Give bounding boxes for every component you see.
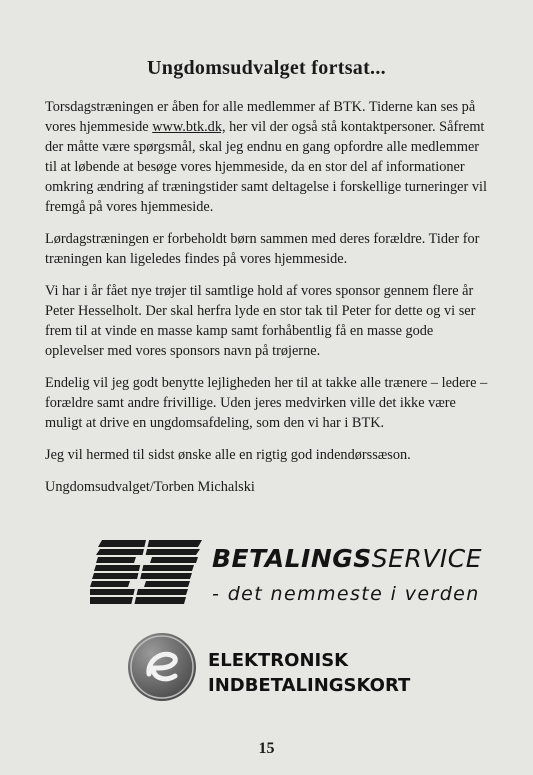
- betalingsservice-light: SERVICE: [371, 544, 483, 573]
- betalingsservice-bold: BETALINGS: [212, 544, 372, 573]
- website-link[interactable]: www.btk.dk,: [152, 119, 226, 135]
- paragraph-sponsor: Vi har i år fået nye trøjer til samtlige hold af vores sponsor gennem flere år Peter Hesselholt. Der skal herfra lyde en stor tak til Peter for dette og vi ser frem til at vinde en masse kamp samt forhåbentlig få en masse gode oplevelser med vores sponsors navn på trøjerne.: [45, 283, 476, 359]
- article-body: [45, 97, 491, 509]
- page-number: 15: [258, 740, 275, 757]
- indbetalingskort-line1: ELEKTRONISK: [208, 650, 349, 671]
- paragraph-season-wish: Jeg vil hermed til sidst ønske alle en rigtig god indendørssæson.: [45, 447, 411, 463]
- page-title: Ungdomsudvalget fortsat...: [147, 57, 386, 79]
- paragraph-thanks: Endelig vil jeg godt benytte lejligheden her til at takke alle trænere – ledere – forældre samt andre frivillige. Uden jeres medvirken ville det ikke være muligt at drive en ungdomsafdeling, som den vi har i BTK.: [45, 375, 488, 431]
- betalingsservice-tagline: - det nemmeste i verden: [212, 583, 480, 605]
- paragraph-thursday-training: [45, 97, 491, 217]
- betalingsservice-wordmark: [212, 544, 482, 573]
- e-payment-card-icon: [127, 632, 197, 702]
- indbetalingskort-line2: INDBETALINGSKORT: [208, 675, 411, 696]
- signature: Ungdomsudvalget/Torben Michalski: [45, 479, 255, 495]
- indbetalingskort-wordmark: [208, 648, 410, 698]
- paragraph-text: her vil der også stå kontaktpersoner. Såfremt der måtte være spørgsmål, skal jeg endnu en gang opfordre alle medlemmer til at løbende at besøge vores hjemmeside, da en stor del af informationer omkring ændring af træningstider samt deltagelse i forskellige turneringer vil fremgå på vores hjemmeside.: [45, 119, 487, 215]
- paragraph-saturday-training: Lørdagstræningen er forbeholdt børn sammen med deres forældre. Tider for træningen kan ligeledes findes på vores hjemmeside.: [45, 231, 480, 267]
- paragraph-text: Torsdagstræningen er åben for alle medlemmer af BTK. Tiderne kan ses på vores hjemmeside: [45, 99, 476, 135]
